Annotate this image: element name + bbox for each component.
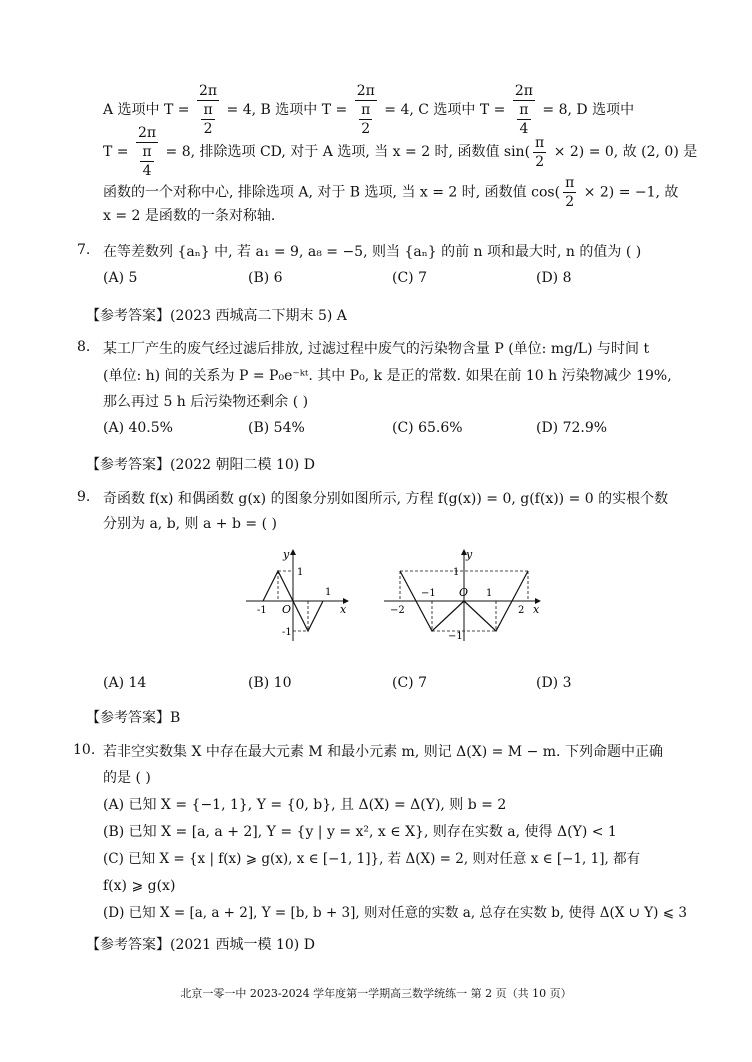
y-axis-label: y bbox=[466, 548, 473, 561]
q8-answer: 【参考答案】(2022 朝阳二模 10) D bbox=[86, 457, 315, 473]
q10-option-c-line2: f(x) ⩾ g(x) bbox=[103, 878, 176, 894]
question-7-number: 7. bbox=[77, 242, 91, 258]
q10-option-a: (A) 已知 X = {−1, 1}, Y = {0, b}, 且 Δ(X) = Δ(Y), 则 b = 2 bbox=[103, 797, 507, 813]
solution-line-1: A 选项中 T = $\frac{2\pi}{\frac{\pi}{2}}$ = 4, B 选项中 T = $\frac{2\pi}{\frac{\pi}{2}}$ = 4, C 选项中 T = $\frac{2\pi}{\frac{\pi}{4}}$ = 8, D 选项中 bbox=[103, 83, 635, 137]
question-10-stem-1: 若非空实数集 X 中存在最大元素 M 和最小元素 m, 则记 Δ(X) = M − m. 下列命题中正确 bbox=[103, 744, 663, 760]
q10-option-c-line1: (C) 已知 X = {x | f(x) ⩾ g(x), x ∈ [−1, 1]}, 若 Δ(X) = 2, 则对任意 x ∈ [−1, 1], 都有 bbox=[103, 851, 641, 867]
question-8-stem-2: (单位: h) 间的关系为 P = P₀e⁻ᵏᵗ. 其中 P₀, k 是正的常数. 如果在前 10 h 污染物减少 19%, bbox=[103, 368, 672, 384]
q9-option-a: (A) 14 bbox=[103, 675, 147, 691]
fraction-period-a: $\frac{2\pi}{\frac{\pi}{2}}$ bbox=[198, 83, 218, 137]
fraction-pi-over-2-cos: $\frac{\pi}{2}$ bbox=[565, 175, 575, 210]
question-9-stem-1: 奇函数 f(x) 和偶函数 g(x) 的图象分别如图所示, 方程 f(g(x)) = 0, g(f(x)) = 0 的实根个数 bbox=[103, 491, 669, 507]
tick-y-neg1: -1 bbox=[282, 627, 292, 638]
q8-option-d: (D) 72.9% bbox=[536, 420, 608, 436]
q7-option-b: (B) 6 bbox=[248, 270, 283, 286]
question-10-number: 10. bbox=[73, 742, 96, 758]
origin-label: O bbox=[459, 586, 469, 599]
tick-y-1: 1 bbox=[453, 567, 460, 578]
fraction-period-b: $\frac{2\pi}{\frac{\pi}{2}}$ bbox=[356, 83, 375, 137]
question-8-stem-3: 那么再过 5 h 后污染物还剩余 ( ) bbox=[103, 394, 309, 410]
tick-x-neg1: −1 bbox=[421, 588, 436, 599]
origin-label: O bbox=[282, 603, 292, 616]
tick-y-1: 1 bbox=[297, 567, 304, 578]
q9-option-c: (C) 7 bbox=[392, 675, 427, 691]
q10-option-d: (D) 已知 X = [a, a + 2], Y = [b, b + 3], 则对任意的实数 a, 总存在实数 b, 使得 Δ(X ∪ Y) ⩽ 3 bbox=[103, 905, 687, 921]
q8-option-a: (A) 40.5% bbox=[103, 420, 173, 436]
tick-x-neg2: −2 bbox=[390, 605, 405, 616]
tick-x-2: 2 bbox=[518, 605, 525, 616]
tick-x-neg1: -1 bbox=[257, 605, 267, 616]
y-axis-label: y bbox=[283, 548, 290, 561]
q8-option-b: (B) 54% bbox=[248, 420, 305, 436]
x-axis-label: x bbox=[340, 603, 347, 616]
graph-f-odd-function bbox=[240, 545, 355, 645]
q9-option-b: (B) 10 bbox=[248, 675, 292, 691]
fraction-period-c: $\frac{2\pi}{\frac{\pi}{4}}$ bbox=[514, 83, 533, 137]
x-axis-label: x bbox=[533, 603, 540, 616]
q7-option-c: (C) 7 bbox=[392, 270, 427, 286]
fraction-period-d: $\frac{2\pi}{\frac{\pi}{4}}$ bbox=[137, 125, 157, 179]
question-8-number: 8. bbox=[77, 339, 91, 355]
question-9-stem-2: 分别为 a, b, 则 a + b = ( ) bbox=[103, 516, 277, 532]
q7-option-a: (A) 5 bbox=[103, 270, 138, 286]
q9-answer: 【参考答案】B bbox=[86, 710, 181, 726]
page-footer: 北京一零一中 2023-2024 学年度第一学期高三数学统练一 第 2 页（共 10 页） bbox=[180, 987, 572, 1000]
q10-answer: 【参考答案】(2021 西城一模 10) D bbox=[86, 937, 315, 953]
fraction-pi-over-2-sin: $\frac{\pi}{2}$ bbox=[535, 134, 545, 170]
tick-y-neg1: −1 bbox=[448, 631, 463, 642]
q9-option-d: (D) 3 bbox=[536, 675, 572, 691]
q7-option-d: (D) 8 bbox=[536, 270, 572, 286]
question-8-stem-1: 某工厂产生的废气经过滤后排放, 过滤过程中废气的污染物含量 P (单位: mg/L) 与时间 t bbox=[103, 341, 650, 357]
tick-x-1: 1 bbox=[486, 588, 493, 599]
graph-g-even-function bbox=[378, 545, 548, 645]
question-10-stem-2: 的是 ( ) bbox=[103, 770, 151, 786]
q10-option-b: (B) 已知 X = [a, a + 2], Y = {y | y = x², x ∈ X}, 则存在实数 a, 使得 Δ(Y) < 1 bbox=[103, 824, 617, 840]
solution-line-4: x = 2 是函数的一条对称轴. bbox=[103, 208, 276, 224]
question-9-number: 9. bbox=[77, 489, 91, 505]
q8-option-c: (C) 65.6% bbox=[392, 420, 463, 436]
question-7-stem: 在等差数列 {aₙ} 中, 若 a₁ = 9, a₈ = −5, 则当 {aₙ} 的前 n 项和最大时, n 的值为 ( ) bbox=[103, 244, 642, 260]
solution-line-3: 函数的一个对称中心, 排除选项 A, 对于 B 选项, 当 x = 2 时, 函数值 cos( $\frac{\pi}{2}$ × 2) = −1, 故 bbox=[103, 175, 679, 210]
solution-line-2: T = $\frac{2\pi}{\frac{\pi}{4}}$ = 8, 排除选项 CD, 对于 A 选项, 当 x = 2 时, 函数值 sin( $\frac{\pi}{2}$ × 2) = 0, 故 (2, 0) 是 bbox=[103, 125, 698, 179]
q7-answer: 【参考答案】(2023 西城高二下期末 5) A bbox=[86, 308, 347, 324]
tick-x-1: 1 bbox=[325, 587, 332, 598]
